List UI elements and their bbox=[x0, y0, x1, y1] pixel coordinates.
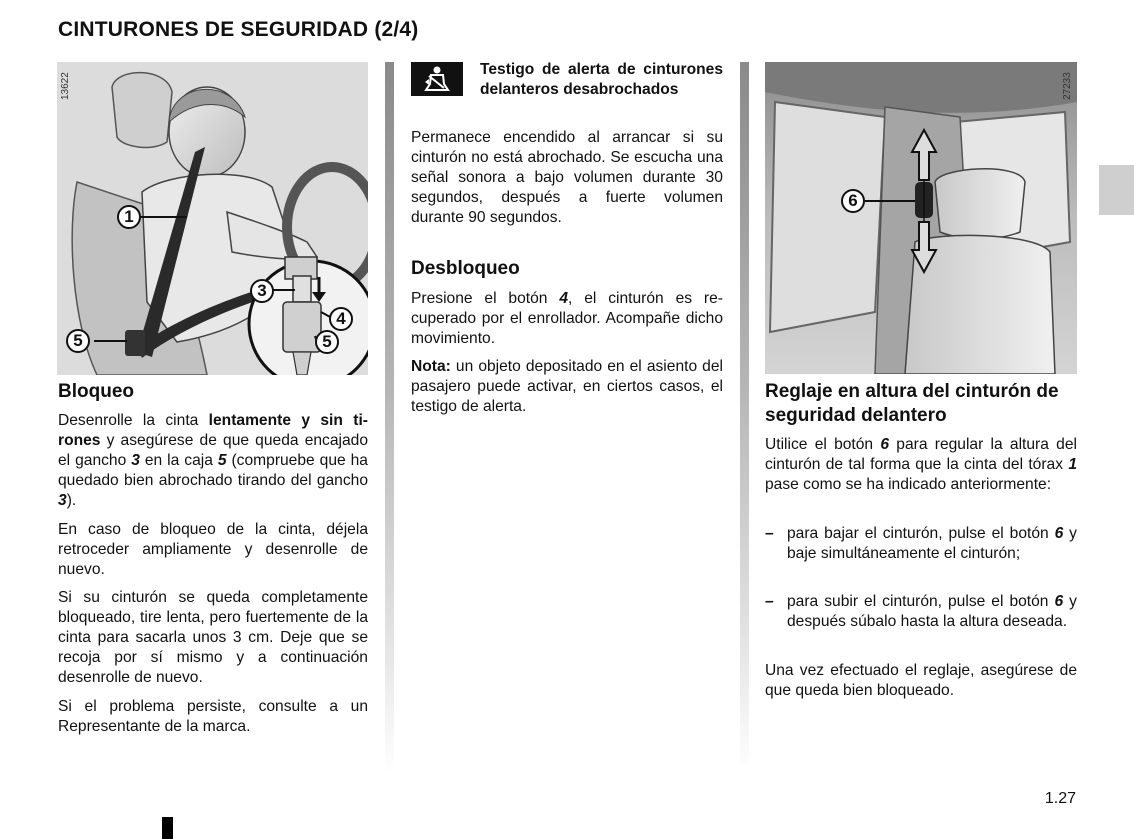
page-title: CINTURONES DE SEGURIDAD (2/4) bbox=[58, 18, 419, 41]
callout-3: 3 bbox=[250, 279, 274, 303]
reglaje-bullet-2 bbox=[765, 592, 1077, 632]
text-span: para bajar el cinturón, pulse el botón bbox=[787, 525, 1055, 542]
column-separator-right bbox=[740, 62, 749, 774]
bullet-dash: – bbox=[765, 525, 774, 542]
text-span: ). bbox=[66, 492, 77, 509]
column-separator-left bbox=[385, 62, 394, 774]
reglaje-paragraph-1 bbox=[765, 435, 1077, 495]
text-span: para subir el cinturón, pulse el botón bbox=[787, 593, 1055, 610]
ref-4: 4 bbox=[559, 290, 569, 307]
text-span: y asegúrese de que queda encajado el gancho bbox=[58, 432, 368, 469]
reglaje-paragraph-2: Una vez efectuado el reglaje, asegúrese de que queda bien bloqueado. bbox=[765, 662, 1077, 699]
bloqueo-title: Bloqueo bbox=[58, 381, 134, 402]
figure-ref-right: 27233 bbox=[1062, 72, 1073, 100]
ref-6: 6 bbox=[1054, 525, 1064, 542]
chapter-tab-marker bbox=[1099, 165, 1134, 215]
text-span: , el cinturón es recuperado por el enrollador. Acompañe dicho movimiento. bbox=[411, 290, 723, 347]
callout-1: 1 bbox=[117, 205, 141, 229]
warning-title: Testigo de alerta de cinturones delanteros desabrochados bbox=[480, 61, 723, 98]
text-span: Utilice el botón bbox=[765, 436, 881, 453]
desbloqueo-title: Desbloqueo bbox=[411, 258, 520, 279]
text-span: (compruebe que ha quedado bien abrochado tirando del gancho bbox=[58, 452, 368, 489]
reglaje-title: Reglaje en altura del cinturón de seguridad delantero bbox=[765, 381, 1059, 426]
text-span: pase como se ha indicado anteriormente: bbox=[765, 476, 1052, 493]
ref-6: 6 bbox=[880, 436, 890, 453]
desbloqueo-paragraph-1 bbox=[411, 289, 723, 349]
seatbelt-figure-left bbox=[57, 62, 368, 375]
bloqueo-paragraph-2: En caso de bloqueo de la cinta, déjela retroceder ampliamente y desenrolle de nuevo. bbox=[58, 521, 368, 578]
callout-5-inset: 5 bbox=[315, 330, 339, 354]
text-span: Desenrolle la cinta bbox=[58, 412, 209, 429]
text-span: y baje simultáneamente el cinturón; bbox=[787, 525, 1077, 562]
bloqueo-paragraph-1 bbox=[58, 411, 368, 511]
bloqueo-paragraph-4: Si el problema persiste, consulte a un Representante de la marca. bbox=[58, 698, 368, 735]
belt-height-adjuster-illustration bbox=[765, 62, 1077, 374]
text-span: Presione el botón bbox=[411, 290, 560, 307]
crop-mark bbox=[162, 817, 173, 839]
text-bold: lentamente y sin tirones bbox=[58, 412, 368, 449]
desbloqueo-note bbox=[411, 357, 723, 417]
callout-5: 5 bbox=[66, 329, 90, 353]
callout-4: 4 bbox=[329, 307, 353, 331]
callout-6: 6 bbox=[841, 189, 865, 213]
reglaje-bullet-1 bbox=[765, 524, 1077, 564]
seatbelt-figure-right bbox=[765, 62, 1077, 374]
text-span: y después súbalo hasta la altura deseada. bbox=[787, 593, 1077, 630]
ref-3: 3 bbox=[58, 492, 67, 509]
figure-ref-left: 13622 bbox=[60, 72, 71, 100]
note-text: un objeto depositado en el asiento del pasajero puede activar, en ciertos casos, el testigo de alerta. bbox=[411, 358, 723, 415]
bullet-dash: – bbox=[765, 593, 774, 610]
text-span: para regular la altura del cinturón de tal forma que la cinta del tórax bbox=[765, 436, 1077, 473]
ref-3: 3 bbox=[131, 452, 140, 469]
note-label: Nota: bbox=[411, 358, 451, 375]
ref-6: 6 bbox=[1054, 593, 1064, 610]
text-span: en la caja bbox=[139, 452, 218, 469]
driver-seatbelt-illustration bbox=[57, 62, 368, 375]
bloqueo-paragraph-3: Si su cinturón se queda completamente bloqueado, tire lenta, pero fuertemente de la cinta para sacarla unos 3 cm. Deje que se recoja por sí mismo y a continuación desenrolle de nuevo. bbox=[58, 589, 368, 686]
ref-5: 5 bbox=[217, 452, 227, 469]
page-number: 1.27 bbox=[1044, 790, 1076, 807]
warning-text: Permanece encendido al arrancar si su cinturón no está abrochado. Se escucha una señal sonora a bajo volumen durante 30 segundos, después a fuerte volumen durante 90 segundos. bbox=[411, 129, 723, 226]
seatbelt-warning-icon bbox=[411, 62, 463, 96]
ref-1: 1 bbox=[1068, 456, 1077, 473]
